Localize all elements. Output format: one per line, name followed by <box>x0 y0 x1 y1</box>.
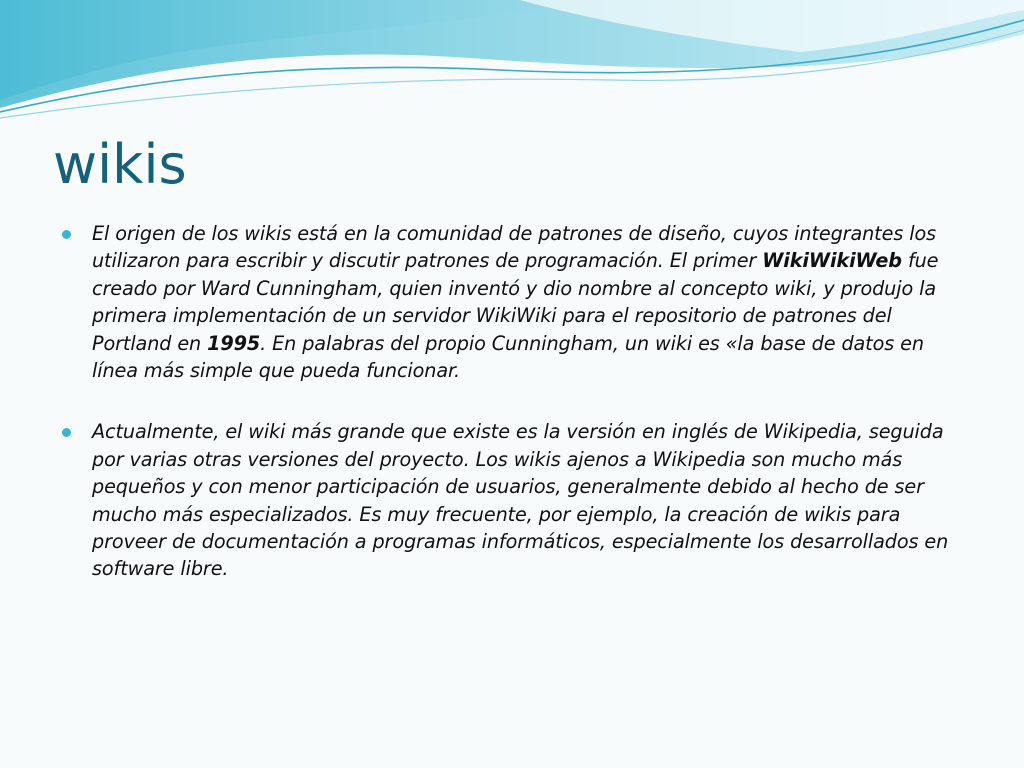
bullet-1-text-part2: fue creado por Ward Cunningham, quien inventó y dio nombre al concepto <box>92 249 939 300</box>
bullet-1-text-part1: El origen de los wikis está en la comunidad de patrones de diseño, cuyos integrantes los utilizaron para escribir y discutir patrones de programación. El primer <box>92 222 936 273</box>
bullet-1-text-part4: . En palabras del propio Cunningham, un wiki es «la base de datos en línea más simple que pueda funcionar. <box>92 331 924 383</box>
wiki-term: wiki <box>774 276 812 300</box>
header-wave-decoration <box>0 0 1024 130</box>
bullet-dot-icon <box>62 230 71 239</box>
slide-title: wikis <box>53 133 187 196</box>
bullet-dot-icon <box>62 428 71 437</box>
bullet-item <box>60 418 965 582</box>
wikiwikiweb-term: WikiWikiWeb <box>762 249 902 273</box>
bullet-1-text-part3: , y produjo la primera implementación de un servidor WikiWiki para el repositorio de patrones del Portland en <box>92 276 936 355</box>
year-1995: 1995 <box>207 331 261 355</box>
bullet-2-text: Actualmente, el wiki más grande que existe es la versión en inglés de Wikipedia, seguida por varias otras versiones del proyecto. Los wikis ajenos a Wikipedia son mucho más pequeños y con menor participación de usuarios, generalmente debido al hecho de ser mucho más especializados. Es muy frecuente, por ejemplo, la creación de wikis para proveer de documentación a programas informáticos, especialmente los desarrollados en software libre. <box>92 420 949 581</box>
bullet-item <box>60 220 965 384</box>
bullet-list <box>60 220 965 583</box>
